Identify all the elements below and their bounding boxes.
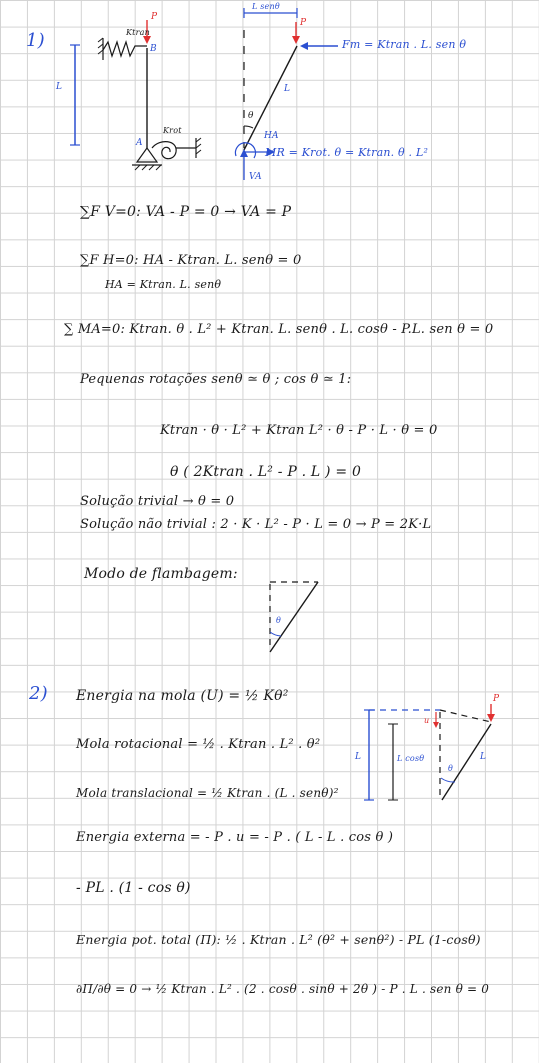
point-a-label: A [136,138,143,148]
fbd-p-label: P [300,18,307,28]
va-label: VA [249,172,262,182]
lcos-label: L cosθ [397,754,425,763]
disp-theta-label: θ [448,764,454,773]
external-energy: Energia externa = - P . u = - P . ( L - L . cos θ ) [76,830,394,845]
eq-sum-ma: ∑ MA=0: Ktran. θ . L² + Ktran. L. senθ . L. cosθ - P.L. sen θ = 0 [64,322,494,337]
spring-energy: Energia na mola (U) = ½ Kθ² [76,688,289,704]
rotational-spring: Mola rotacional = ½ . Ktran . L² . θ² [76,737,321,752]
eq-linearized: Ktran · θ · L² + Ktran L² · θ - P · L · θ = 0 [160,423,438,438]
krot-label: Krot [163,126,182,135]
total-potential-energy: Energia pot. total (Π): ½ . Ktran . L² (θ² + senθ²) - PL (1-cosθ) [76,932,481,947]
disp-l-right-label: L [480,752,487,762]
energy-derivative: ∂Π/∂θ = 0 → ½ Ktran . L² . (2 . cosθ . sinθ + 2θ ) - P . L . sen θ = 0 [76,982,490,996]
small-rotations-text: Pequenas rotações senθ ≃ θ ; cos θ ≃ 1: [80,372,352,387]
ktran-label: Ktran [126,28,150,37]
length-l-label: L [56,82,63,92]
eq-factored: θ ( 2Ktran . L² - P . L ) = 0 [170,464,362,480]
fbd-l-label: L [284,84,291,94]
eq-ha: HA = Ktran. L. senθ [105,278,222,291]
problem-2-number: 2) [29,683,48,704]
mode-theta-label: θ [276,616,282,625]
disp-l-left-label: L [355,752,362,762]
disp-u-label: u [424,716,430,725]
problem-1-number: 1) [26,30,45,51]
translational-spring: Mola translacional = ½ Ktran . (L . senθ)² [76,786,339,800]
trivial-solution: Solução trivial → θ = 0 [80,494,235,509]
external-energy-simplified: - PL . (1 - cos θ) [76,880,191,896]
eq-sum-fh: ∑F H=0: HA - Ktran. L. senθ = 0 [80,253,302,268]
lsen-label: L senθ [252,2,280,11]
mr-label: MR = Krot. θ = Ktran. θ . L² [265,146,429,159]
disp-p-label: P [493,694,500,704]
fbd-theta-label: θ [248,111,254,121]
buckling-mode-label: Modo de flambagem: [84,566,238,582]
load-p-label: P [151,12,158,22]
nontrivial-solution: Solução não trivial : 2 · K · L² - P · L = 0 → P = 2K·L [80,517,432,532]
ha-label: HA [264,131,279,141]
fm-label: Fm = Ktran . L. sen θ [342,38,467,51]
point-b-label: B [150,44,157,54]
eq-sum-fv: ∑F V=0: VA - P = 0 → VA = P [80,204,292,220]
